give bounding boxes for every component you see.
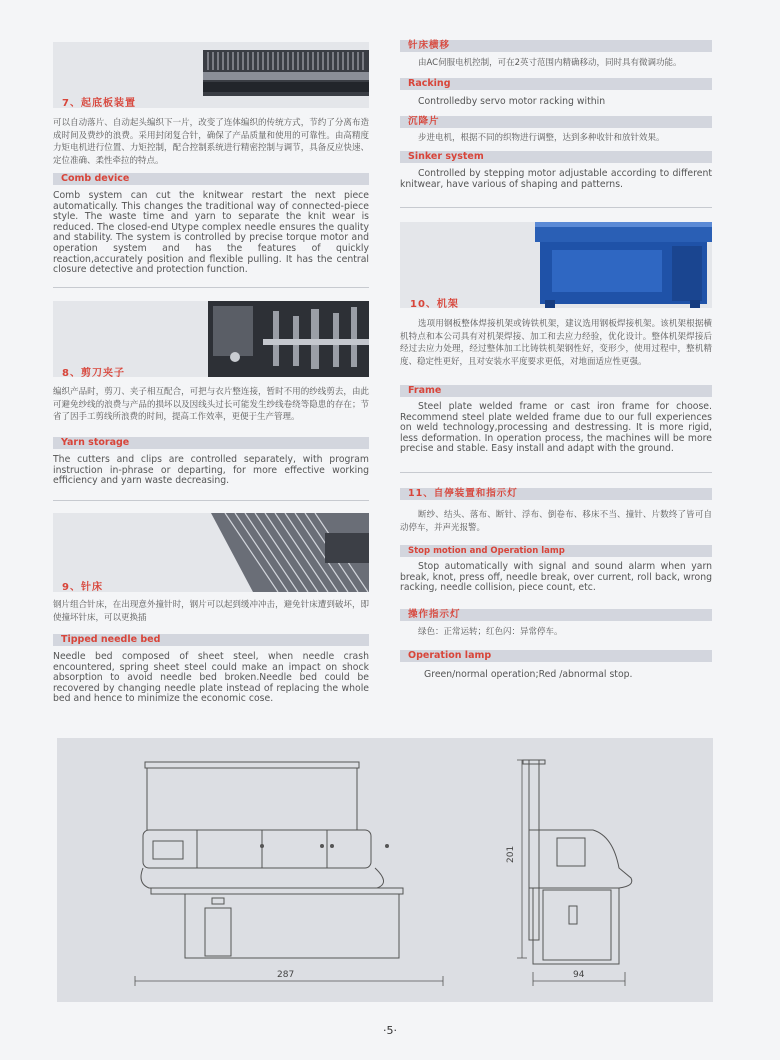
tipped-needle-bed-heading: Tipped needle bed [53, 634, 369, 646]
sinker-cn-text: 步进电机，根据不同的织物进行调整，达到多种收针和放针效果。 [418, 133, 665, 143]
racking-heading: Racking [400, 78, 712, 90]
divider [53, 500, 369, 501]
yarn-storage-en-text: The cutters and clips are controlled separately, with program instruction in-phrase or departing, for more effective working efficiency and yarn waste decreasing. [53, 454, 369, 487]
frame-heading: Frame [400, 385, 712, 397]
racking-cn-heading: 针床横移 [400, 40, 712, 52]
page-number: ·5· [383, 1024, 397, 1037]
technical-drawing [57, 738, 713, 1002]
section-8-cn-text: 编织产品时，剪刀、夹子相互配合，可把与衣片整连接，暂时不用的纱线剪去，由此可避免纱线的浪费与产品的损坏以及因线头过长可能发生纱线卷绕等隐患的存在；节省了因手工剪线所浪费的时间，提高工作效率，更便于生产管理。 [53, 387, 369, 422]
divider [400, 472, 712, 473]
divider [53, 287, 369, 288]
frame-en-text: Steel plate welded frame or cast iron frame for choose. Recommend steel plate welded frame due to our full experiences on weld technology,processing and destressing. It is more rigid, less deformation. In operation process, the machines will be more precise and stable. Easy install and adapt with the ground. [400, 401, 712, 455]
height-dimension-label: 201 [506, 845, 516, 863]
section-8-caption: 8、剪刀夹子 [62, 368, 125, 379]
frame-cn-text: 选项用钢板整体焊接机架或铸铁机架，建议选用钢板焊接机架。该机架根据横机特点和本公司具有对机架焊接、加工和去应力经验，优化设计。整体机架焊接后经过去应力处理，经过整体加工比铸铁机架钢性好，变形少，使用过程中，整机精度、稳定性更好，且对安装水平度要求更低，对地面适应性更强。 [400, 319, 712, 367]
stop-motion-cn-text: 断纱、结头、落布、断针、浮布、倒卷布、移床不当、撞针、片数终了皆可自动停车，并声光报警。 [400, 510, 712, 533]
section-9-cn-text: 钢片组合针床，在出现意外撞针时，钢片可以起到缓冲冲击，避免针床遭到破坏，即使撞坏针床，可以更换插 [53, 600, 369, 623]
yarn-storage-heading: Yarn storage [53, 437, 369, 449]
section-9-caption: 9、针床 [62, 582, 103, 593]
racking-cn-text: 由AC伺服电机控制，可在2英寸范围内精确移动，同时具有微调功能。 [418, 58, 682, 68]
racking-en-text: Controlledby servo motor racking within [418, 96, 606, 107]
operation-lamp-en-text: Green/normal operation;Red /abnormal stop. [424, 669, 633, 680]
tipped-needle-bed-en-text: Needle bed composed of sheet steel, when needle crash encountered, spring sheet steel could make an impact on shock absorption to avoid needle bed broken.Needle bed could be recovered by changing needle plate instead of replacing the whole bed and hence to minimize the economic cose. [53, 651, 369, 705]
depth-dimension-label: 94 [573, 970, 585, 980]
stop-motion-en-text: Stop automatically with signal and sound alarm when yarn break, knot, press off, needle break, over current, roll back, wrong racking, needle collision, piece count, etc. [400, 561, 712, 594]
width-dimension-label: 287 [277, 970, 295, 980]
section-10-caption: 10、机架 [410, 299, 459, 310]
sinker-en-text: Controlled by stepping motor adjustable according to different knitwear, have various of shaping and patterns. [400, 168, 712, 190]
sinker-cn-heading: 沉降片 [400, 116, 712, 128]
section-7-caption: 7、起底板装置 [62, 98, 136, 109]
sinker-heading: Sinker system [400, 151, 712, 163]
operation-lamp-heading: Operation lamp [400, 650, 712, 662]
stop-motion-heading: Stop motion and Operation lamp [400, 545, 712, 557]
comb-device-heading: Comb device [53, 173, 369, 185]
comb-device-en-text: Comb system can cut the knitwear restart the next piece automatically. This changes the traditional way of connected-piece style. The waste time and yarn to separate the knit wear is reduced. The closed-end Utype complex needle ensures the quality and stability. The system is controlled by precise torque motor and operation system and has the features of quickly reaction,accurately position and flexible pulling. It has the central closure detective and protection function. [53, 190, 369, 276]
divider [400, 207, 712, 208]
machine-dimension-drawing [57, 738, 713, 1002]
stop-motion-cn-heading: 11、自停装置和指示灯 [400, 488, 712, 500]
section-7-cn-text: 可以自动落片、自动起头编织下一片，改变了连体编织的传统方式，节约了分离布造成时间及费纱的浪费。采用封闭复合针，确保了产品质量和使用的可靠性。由高精度力矩电机进行位置、力矩控制，配合控制系统进行精密控制与调节，具备反应快速、定位准确、柔性牵拉的特点。 [53, 118, 369, 166]
operation-lamp-cn-text: 绿色：正常运转；红色闪：异常停车。 [418, 627, 563, 637]
operation-lamp-cn-heading: 操作指示灯 [400, 609, 712, 621]
